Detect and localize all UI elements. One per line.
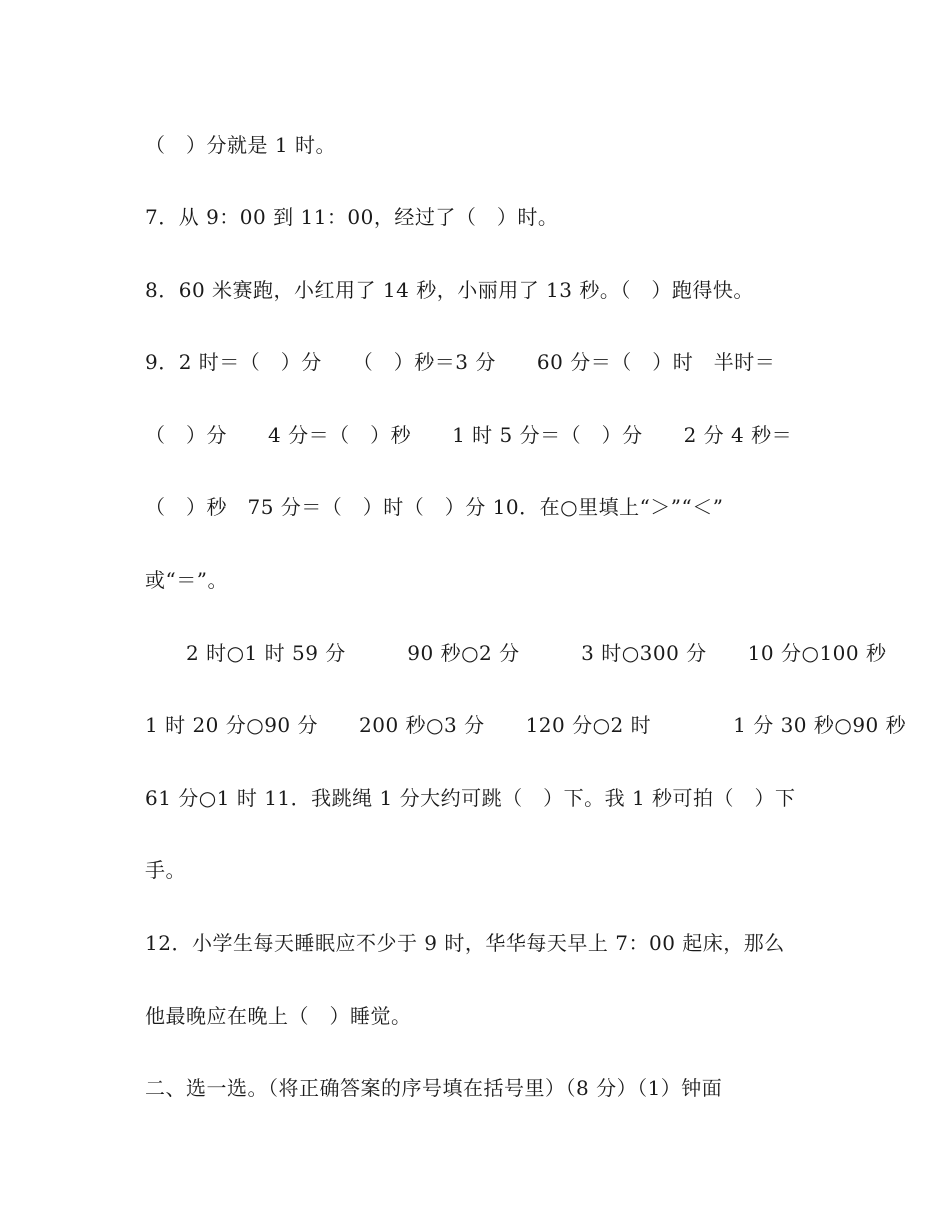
question-12: 12．小学生每天睡眠应不少于 9 时，华华每天早上 7：00 起床，那么	[145, 931, 785, 955]
question-10-continuation: 或“＝”。	[145, 568, 228, 592]
section-2-heading: 二、选一选。（将正确答案的序号填在括号里）（8 分）（1）钟面	[145, 1076, 723, 1100]
question-11: 61 分○1 时 11．我跳绳 1 分大约可跳（ ）下。我 1 秒可拍（ ）下	[145, 786, 796, 810]
question-9-line-1: 9．2 时＝（ ）分 （ ）秒＝3 分 60 分＝（ ）时 半时＝	[145, 350, 776, 374]
comparison-row-2: 1 时 20 分○90 分 200 秒○3 分 120 分○2 时 1 分 30 秒○90 秒	[145, 713, 907, 737]
question-7: 7．从 9：00 到 11：00，经过了（ ）时。	[145, 205, 559, 229]
question-6-continuation: （ ）分就是 1 时。	[145, 133, 336, 157]
question-11-continuation: 手。	[145, 858, 186, 882]
comparison-row-1: 2 时○1 时 59 分 90 秒○2 分 3 时○300 分 10 分○100 秒	[145, 641, 887, 665]
question-9-line-3: （ ）秒 75 分＝（ ）时（ ）分 10．在○里填上“＞”“＜”	[145, 495, 724, 519]
question-8: 8．60 米赛跑，小红用了 14 秒，小丽用了 13 秒。（ ）跑得快。	[145, 278, 754, 302]
question-12-continuation: 他最晚应在晚上（ ）睡觉。	[145, 1004, 412, 1028]
question-9-line-2: （ ）分 4 分＝（ ）秒 1 时 5 分＝（ ）分 2 分 4 秒＝	[145, 423, 793, 447]
